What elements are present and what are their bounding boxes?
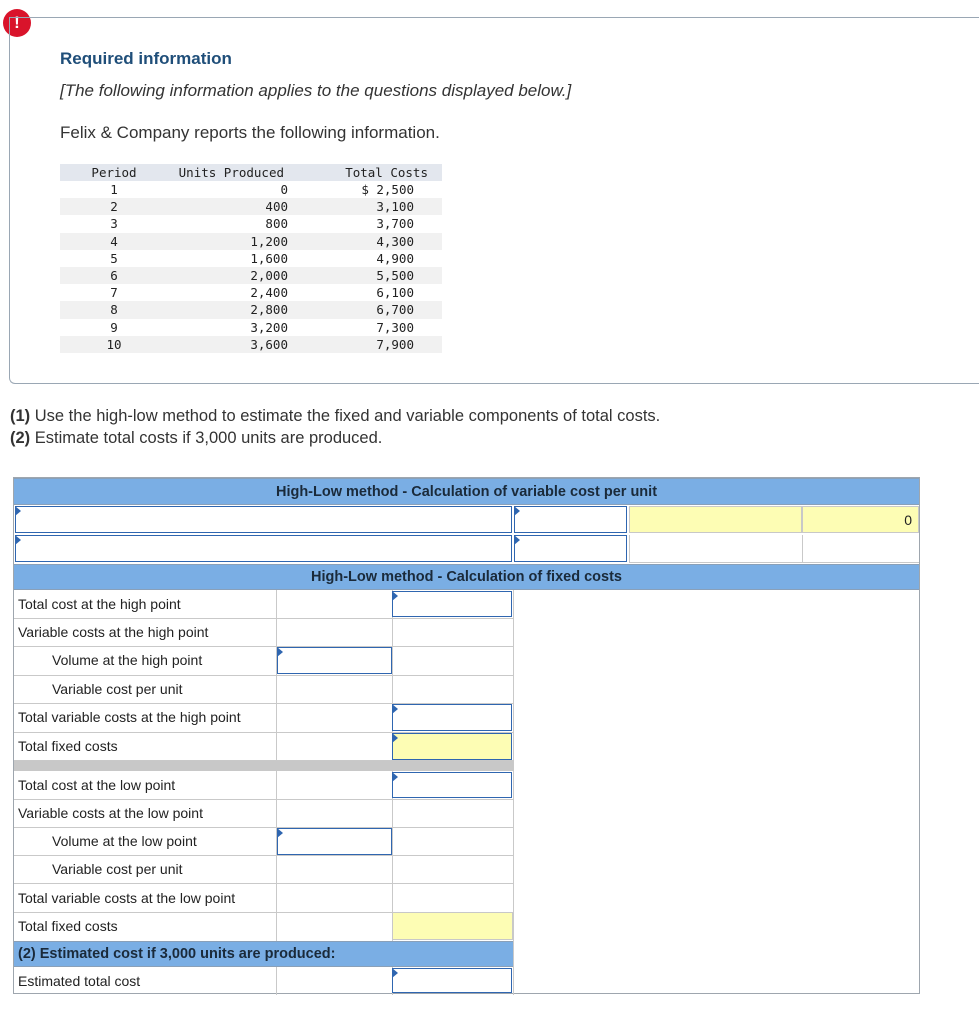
- cost-cell: 7,900: [288, 336, 442, 353]
- section-separator: [14, 761, 513, 771]
- estimate-header: (2) Estimated cost if 3,000 units are produced:: [14, 941, 513, 967]
- label-vc-per-unit-low: Variable cost per unit: [52, 861, 183, 877]
- table-row: [60, 233, 442, 250]
- label-variable-costs-low: Variable costs at the low point: [18, 805, 203, 821]
- units-cell: 2,800: [158, 301, 288, 318]
- table-row: [60, 181, 442, 198]
- label-total-variable-high: Total variable costs at the high point: [18, 709, 241, 725]
- cost-cell: $ 2,500: [361, 182, 414, 198]
- units-cell: 1,600: [250, 250, 288, 266]
- cost-cell: 4,300: [288, 233, 442, 250]
- period-cell: 4: [60, 233, 158, 250]
- total-fixed-high-input[interactable]: [392, 733, 512, 760]
- table-row: [60, 284, 442, 301]
- variable-amount-input-2[interactable]: [514, 535, 627, 562]
- table-row: [60, 319, 442, 336]
- col-costs: Total Costs: [288, 164, 442, 181]
- label-variable-costs-high: Variable costs at the high point: [18, 624, 209, 640]
- total-fixed-low-cell: [392, 912, 513, 940]
- cost-cell: 5,500: [288, 267, 442, 284]
- table-row: [60, 198, 442, 215]
- units-cell: 1,200: [158, 233, 288, 250]
- question-1-prefix: (1): [10, 407, 31, 425]
- fixed-cost-header: High-Low method - Calculation of fixed costs: [14, 564, 919, 590]
- table-row: [60, 301, 442, 318]
- variable-cost-header: High-Low method - Calculation of variable cost per unit: [14, 478, 919, 505]
- units-cell: 400: [158, 198, 288, 215]
- cost-cell: 3,100: [288, 198, 442, 215]
- question-1: [10, 407, 660, 426]
- period-cell: 6: [60, 267, 158, 284]
- period-cell: 9: [110, 319, 118, 335]
- period-cell: 3: [110, 216, 118, 232]
- period-cell: 5: [110, 250, 118, 266]
- variable-label-input-1[interactable]: [15, 506, 512, 533]
- cost-cell: 7,300: [376, 319, 414, 335]
- label-total-fixed-low: Total fixed costs: [18, 918, 118, 934]
- total-cost-low-input[interactable]: [392, 772, 512, 798]
- required-info-title: Required information: [60, 49, 232, 68]
- cost-cell: 6,700: [288, 301, 442, 318]
- units-cell: 2,000: [158, 267, 288, 284]
- question-2: [10, 429, 382, 448]
- question-1-text: Use the high-low method to estimate the fixed and variable components of total costs.: [30, 407, 661, 425]
- label-volume-high: Volume at the high point: [52, 652, 203, 668]
- alert-icon: !: [3, 9, 31, 37]
- cost-cell: 4,900: [376, 250, 414, 266]
- label-total-cost-low: Total cost at the low point: [18, 777, 176, 793]
- estimated-total-cost-input[interactable]: [392, 968, 512, 993]
- volume-high-input[interactable]: [277, 647, 392, 674]
- variable-result-value: 0: [904, 512, 912, 528]
- units-cell: 3,600: [158, 336, 288, 353]
- table-header-row: [60, 164, 442, 181]
- question-2-text: Estimate total costs if 3,000 units are produced.: [30, 429, 383, 447]
- units-cell: 800: [265, 216, 288, 232]
- cost-cell: 6,100: [376, 285, 414, 301]
- variable-yellow-cell: [629, 506, 802, 533]
- label-total-fixed-high: Total fixed costs: [18, 738, 118, 754]
- label-total-cost-high: Total cost at the high point: [18, 596, 181, 612]
- period-cell: 1: [110, 182, 118, 198]
- variable-cost-per-unit-result: [802, 506, 919, 533]
- intro-text: Felix & Company reports the following information.: [60, 123, 440, 142]
- table-row: [60, 267, 442, 284]
- volume-low-input[interactable]: [277, 828, 392, 855]
- units-cell: 3,200: [250, 319, 288, 335]
- units-cell: 0: [280, 182, 288, 198]
- period-cell: 7: [110, 285, 118, 301]
- units-cell: 2,400: [250, 285, 288, 301]
- label-vc-per-unit-high: Variable cost per unit: [52, 681, 183, 697]
- variable-amount-input-1[interactable]: [514, 506, 627, 533]
- total-cost-high-input[interactable]: [392, 591, 512, 617]
- variable-label-input-2[interactable]: [15, 535, 512, 562]
- col-period: Period: [60, 164, 158, 181]
- period-cell: 10: [60, 336, 158, 353]
- total-variable-high-input[interactable]: [392, 704, 512, 731]
- question-2-prefix: (2): [10, 429, 31, 447]
- table-row: [60, 250, 442, 267]
- label-total-variable-low: Total variable costs at the low point: [18, 889, 236, 906]
- required-info-note: [The following information applies to the questions displayed below.]: [60, 81, 572, 100]
- cost-cell: 3,700: [376, 216, 414, 232]
- col-units: Units Produced: [158, 164, 288, 181]
- table-row: [60, 336, 442, 353]
- label-estimated-total-cost: Estimated total cost: [18, 972, 141, 989]
- period-cell: 8: [60, 301, 158, 318]
- label-volume-low: Volume at the low point: [52, 833, 197, 849]
- table-row: [60, 215, 442, 232]
- period-data-table: [60, 164, 442, 353]
- answer-panel: [13, 477, 920, 994]
- period-cell: 2: [60, 198, 158, 215]
